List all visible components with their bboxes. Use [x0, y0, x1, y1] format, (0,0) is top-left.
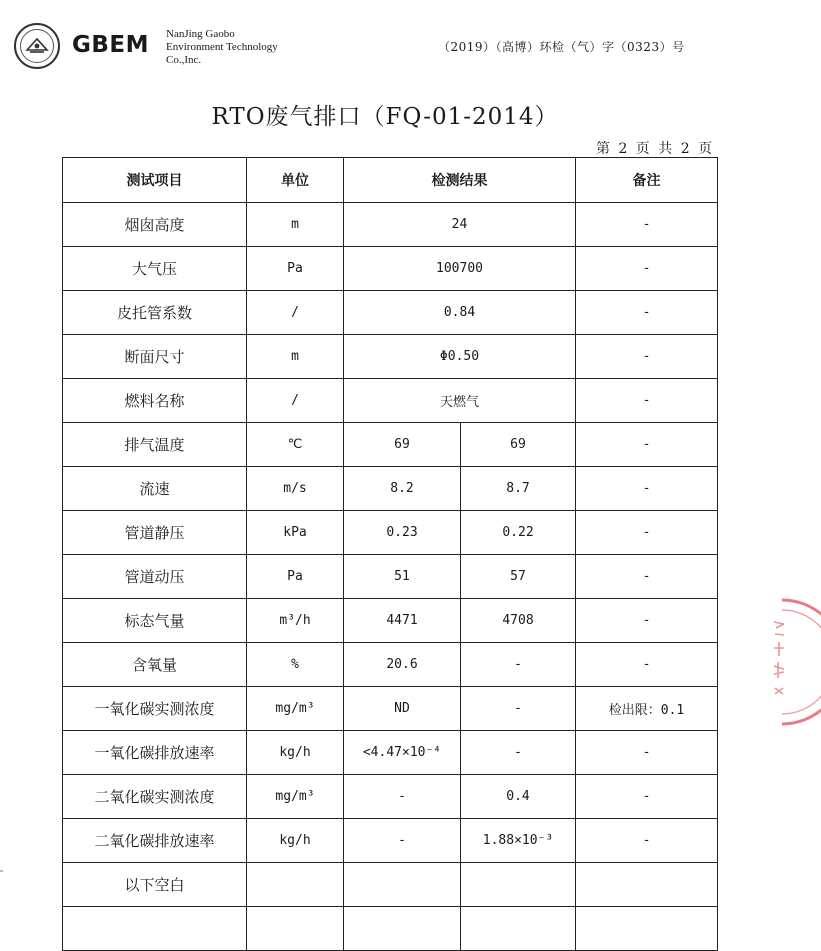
cell-item: 含氧量	[63, 643, 247, 687]
cell-note: -	[576, 511, 718, 555]
cell-note: -	[576, 423, 718, 467]
cell-item: 烟囱高度	[63, 203, 247, 247]
cell-result-2: 0.4	[461, 775, 576, 819]
cell-result-1: 8.2	[344, 467, 461, 511]
cell-result: 0.84	[344, 291, 576, 335]
cell-unit	[247, 907, 344, 951]
cell-note: -	[576, 379, 718, 423]
logo-wordmark: GBEM	[72, 32, 150, 58]
cell-unit: ℃	[247, 423, 344, 467]
cell-note: -	[576, 775, 718, 819]
cell-unit: kg/h	[247, 819, 344, 863]
cell-unit: kg/h	[247, 731, 344, 775]
table-row	[63, 203, 718, 247]
header-note: 备注	[576, 158, 718, 203]
table-row	[63, 335, 718, 379]
cell-unit: /	[247, 291, 344, 335]
cell-unit	[247, 863, 344, 907]
cell-unit: kPa	[247, 511, 344, 555]
table-header-row	[63, 158, 718, 203]
cell-item: 流速	[63, 467, 247, 511]
table-row	[63, 599, 718, 643]
table-row	[63, 643, 718, 687]
cell-item: 二氧化碳排放速率	[63, 819, 247, 863]
table-row	[63, 819, 718, 863]
cell-item: 燃料名称	[63, 379, 247, 423]
cell-result-1: 0.23	[344, 511, 461, 555]
cell-result: Φ0.50	[344, 335, 576, 379]
table-row	[63, 379, 718, 423]
results-table	[62, 157, 718, 951]
cell-result: 24	[344, 203, 576, 247]
cell-item: 断面尺寸	[63, 335, 247, 379]
cell-unit: m/s	[247, 467, 344, 511]
cell-item: 一氧化碳实测浓度	[63, 687, 247, 731]
cell-note: -	[576, 555, 718, 599]
company-line: Environment Technology	[166, 41, 278, 53]
cell-result-2: -	[461, 687, 576, 731]
official-seal-stamp	[760, 592, 821, 732]
table-row	[63, 555, 718, 599]
cell-note: -	[576, 731, 718, 775]
table-row	[63, 687, 718, 731]
cell-result-2: 57	[461, 555, 576, 599]
cell-result-2: 4708	[461, 599, 576, 643]
cell-note: -	[576, 335, 718, 379]
table-row	[63, 467, 718, 511]
cell-result-1: -	[344, 819, 461, 863]
cell-result-2: 69	[461, 423, 576, 467]
cell-result-2	[461, 907, 576, 951]
cell-unit: Pa	[247, 247, 344, 291]
cell-note	[576, 863, 718, 907]
cell-item: 二氧化碳实测浓度	[63, 775, 247, 819]
logo-emblem-icon	[20, 29, 54, 63]
company-line: Co.,Inc.	[166, 54, 202, 66]
cell-unit: mg/m³	[247, 687, 344, 731]
cell-result-1: 69	[344, 423, 461, 467]
document-title: RTO废气排口（FQ-01-2014）	[211, 104, 559, 130]
cell-note: -	[576, 643, 718, 687]
cell-result-1	[344, 907, 461, 951]
cell-result-2	[461, 863, 576, 907]
cell-item: 一氧化碳排放速率	[63, 731, 247, 775]
table-row	[63, 291, 718, 335]
cell-unit: mg/m³	[247, 775, 344, 819]
cell-note: 检出限：0.1	[576, 687, 718, 731]
page-indicator: 第 2 页 共 2 页	[596, 141, 715, 157]
cell-result-1: -	[344, 775, 461, 819]
cell-item: 大气压	[63, 247, 247, 291]
cell-item: 管道静压	[63, 511, 247, 555]
cell-item: 排气温度	[63, 423, 247, 467]
cell-result-1: 4471	[344, 599, 461, 643]
report-number: （2019）（高博）环检（气）字（0323）号	[438, 40, 685, 54]
table-row	[63, 731, 718, 775]
cell-note: -	[576, 599, 718, 643]
cell-result-2: 0.22	[461, 511, 576, 555]
cell-note: -	[576, 819, 718, 863]
table-row	[63, 907, 718, 951]
cell-note: -	[576, 467, 718, 511]
cell-result-1: 51	[344, 555, 461, 599]
cell-unit: m³/h	[247, 599, 344, 643]
cell-result-1: <4.47×10⁻⁴	[344, 731, 461, 775]
cell-note: -	[576, 291, 718, 335]
cell-result-2: 8.7	[461, 467, 576, 511]
cell-item	[63, 907, 247, 951]
cell-note: -	[576, 247, 718, 291]
cell-item: 以下空白	[63, 863, 247, 907]
header-result: 检测结果	[344, 158, 576, 203]
cell-unit: m	[247, 203, 344, 247]
cell-note	[576, 907, 718, 951]
cell-note: -	[576, 203, 718, 247]
emblem-shape-icon	[25, 36, 49, 56]
table-row	[63, 423, 718, 467]
cell-item: 皮托管系数	[63, 291, 247, 335]
table-row	[63, 863, 718, 907]
cell-result: 天燃气	[344, 379, 576, 423]
cell-unit: %	[247, 643, 344, 687]
cell-item: 管道动压	[63, 555, 247, 599]
cell-unit: Pa	[247, 555, 344, 599]
table-row	[63, 775, 718, 819]
cell-result-1: 20.6	[344, 643, 461, 687]
cell-result-1: ND	[344, 687, 461, 731]
company-logo	[14, 23, 60, 69]
company-line: NanJing Gaobo	[166, 28, 235, 40]
cell-result-2: -	[461, 731, 576, 775]
header-item: 测试项目	[63, 158, 247, 203]
cell-result-2: -	[461, 643, 576, 687]
header-unit: 单位	[247, 158, 344, 203]
table-row	[63, 247, 718, 291]
cell-unit: m	[247, 335, 344, 379]
cell-result-2: 1.88×10⁻³	[461, 819, 576, 863]
cell-result-1	[344, 863, 461, 907]
company-name	[166, 28, 278, 67]
cell-result: 100700	[344, 247, 576, 291]
cell-unit: /	[247, 379, 344, 423]
scan-artifact	[0, 870, 3, 872]
table-row	[63, 511, 718, 555]
cell-item: 标态气量	[63, 599, 247, 643]
